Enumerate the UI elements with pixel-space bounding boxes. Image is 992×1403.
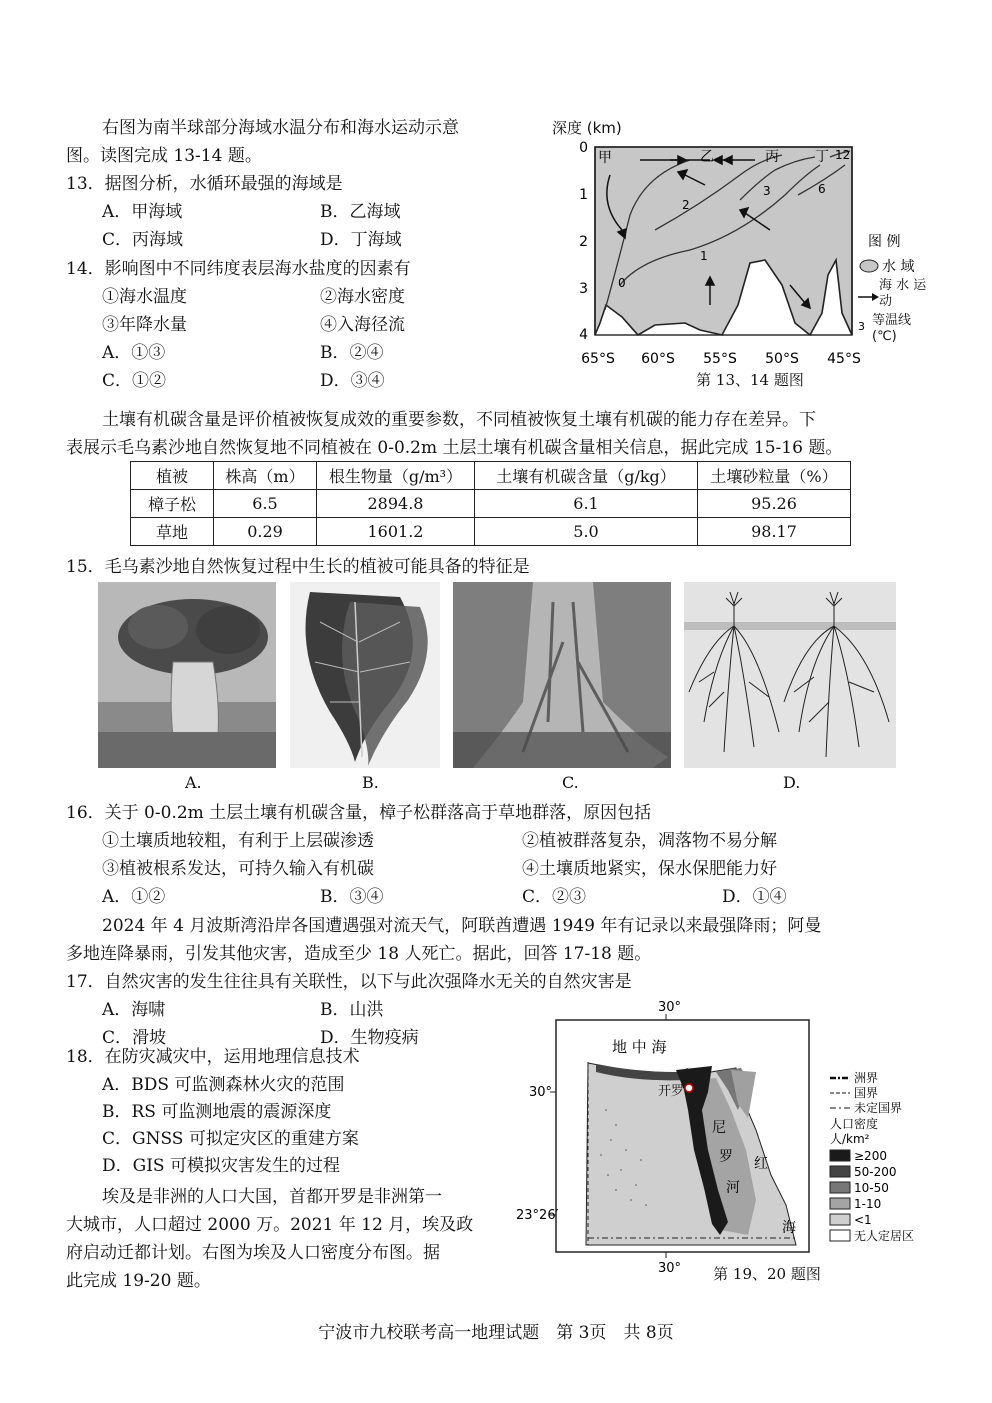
table-cell: 2894.8 bbox=[317, 490, 475, 518]
table-header: 植被 bbox=[131, 462, 214, 490]
fig1-ylabel: 深度 (km) bbox=[552, 119, 622, 137]
intro-15-16-line1: 土壤有机碳含量是评价植被恢复成效的重要参数，不同植被恢复土壤有机碳的能力存在差异。下 bbox=[102, 410, 816, 430]
q18-option-c: C．GNSS 可拟定灾区的重建方案 bbox=[102, 1129, 359, 1149]
q14-option-a: A．①③ bbox=[102, 343, 166, 363]
table-cell: 0.29 bbox=[214, 518, 317, 546]
q16-item-4: ④土壤质地紧实，保水保肥能力好 bbox=[522, 859, 777, 879]
photo-label-b: B. bbox=[362, 773, 379, 792]
buttress-root-tree-photo bbox=[453, 582, 671, 768]
table-header: 土壤砂粒量（%） bbox=[698, 462, 851, 490]
baobab-tree-photo bbox=[98, 582, 276, 768]
table-cell: 草地 bbox=[131, 518, 214, 546]
legend-density-class: 无人定居区 bbox=[854, 1229, 915, 1243]
fig1-caption: 第 13、14 题图 bbox=[696, 371, 804, 389]
legend-water-label: 水 域 bbox=[882, 259, 915, 275]
legend-density-swatch bbox=[830, 1166, 850, 1177]
intro-19-20-line3: 府启动迁都计划。右图为埃及人口密度分布图。据 bbox=[66, 1243, 440, 1263]
region-label-bing: 丙 bbox=[765, 149, 779, 165]
table-header-row bbox=[131, 462, 851, 490]
isotherm-label-3: 3 bbox=[763, 184, 771, 198]
legend-density-class: <1 bbox=[854, 1213, 872, 1227]
nile-label-luo: 罗 bbox=[719, 1149, 733, 1165]
intro-13-14-line2: 图。读图完成 13-14 题。 bbox=[66, 146, 262, 166]
mediterranean-label: 地 中 海 bbox=[612, 1038, 667, 1056]
legend-title: 图 例 bbox=[868, 234, 901, 250]
photo-label-a: A. bbox=[185, 773, 202, 792]
y-tick: 2 bbox=[579, 234, 588, 250]
top-longitude-label: 30° bbox=[658, 1000, 682, 1015]
q16-item-1: ①土壤质地较粗，有利于上层碳渗透 bbox=[102, 831, 374, 851]
table-row bbox=[131, 490, 851, 518]
legend-density-swatch bbox=[830, 1150, 850, 1161]
bottom-longitude-label: 30° bbox=[658, 1261, 682, 1276]
q13-stem: 13．据图分析，水循环最强的海域是 bbox=[66, 174, 343, 194]
legend-country-label: 国界 bbox=[854, 1086, 879, 1100]
nile-label-he: 河 bbox=[726, 1180, 740, 1196]
intro-13-14-line1: 右图为南半球部分海域水温分布和海水运动示意 bbox=[102, 118, 459, 138]
cairo-label: 开罗 bbox=[658, 1084, 685, 1099]
legend-motion-label: 海 水 运 动 bbox=[879, 278, 927, 309]
legend-density-class: 10-50 bbox=[854, 1181, 889, 1195]
photo-label-d: D. bbox=[783, 773, 801, 792]
region-label-jia: 甲 bbox=[598, 150, 612, 166]
root-system-drawing bbox=[684, 582, 896, 768]
q17-option-d: D．生物疫病 bbox=[320, 1028, 419, 1048]
q16-option-c: C．②③ bbox=[522, 887, 587, 907]
legend-isotherm-label: 等温线 (℃) bbox=[872, 313, 912, 344]
q14-item-2: ②海水密度 bbox=[320, 287, 405, 307]
y-tick: 1 bbox=[579, 187, 588, 203]
table-cell: 樟子松 bbox=[131, 490, 214, 518]
q17-option-c: C．滑坡 bbox=[102, 1028, 167, 1048]
intro-19-20-line2: 大城市，人口超过 2000 万。2021 年 12 月，埃及政 bbox=[66, 1215, 474, 1235]
q17-option-b: B．山洪 bbox=[320, 1000, 384, 1020]
q14-stem: 14．影响图中不同纬度表层海水盐度的因素有 bbox=[66, 259, 411, 279]
q18-option-d: D．GIS 可模拟灾害发生的过程 bbox=[102, 1156, 340, 1176]
ocean-temperature-figure bbox=[560, 135, 930, 370]
q13-option-b: B．乙海域 bbox=[320, 202, 401, 222]
page-footer: 宁波市九校联考高一地理试题 第 3页 共 8页 bbox=[318, 1323, 674, 1343]
table-cell: 98.17 bbox=[698, 518, 851, 546]
table-row bbox=[131, 518, 851, 546]
legend-isotherm-sample: 3 bbox=[858, 320, 865, 333]
q13-option-d: D．丁海域 bbox=[320, 230, 402, 250]
x-tick: 50°S bbox=[765, 351, 799, 367]
table-cell: 6.1 bbox=[475, 490, 698, 518]
q16-option-a: A．①② bbox=[102, 887, 166, 907]
region-label-yi: 乙 bbox=[700, 149, 714, 165]
q18-option-a: A．BDS 可监测森林火灾的范围 bbox=[102, 1075, 345, 1095]
table-cell: 5.0 bbox=[475, 518, 698, 546]
isotherm-label-2: 2 bbox=[682, 198, 690, 212]
q14-option-c: C．①② bbox=[102, 371, 167, 391]
table-header: 土壤有机碳含量（g/kg） bbox=[475, 462, 698, 490]
legend-density-title: 人口密度 bbox=[830, 1117, 879, 1131]
q16-item-2: ②植被群落复杂，凋落物不易分解 bbox=[522, 831, 777, 851]
x-tick: 65°S bbox=[581, 351, 615, 367]
intro-19-20-line4: 此完成 19-20 题。 bbox=[66, 1271, 211, 1291]
table-header: 株高（m） bbox=[214, 462, 317, 490]
legend-density-swatch bbox=[830, 1214, 850, 1225]
isotherm-label-1: 1 bbox=[700, 249, 708, 263]
nile-label-ni: 尼 bbox=[712, 1120, 726, 1136]
legend-arrow-head-icon bbox=[872, 293, 879, 301]
red-sea-label-hai: 海 bbox=[782, 1220, 796, 1236]
intro-15-16-line2: 表展示毛乌素沙地自然恢复地不同植被在 0-0.2m 土层土壤有机碳含量相关信息，据此完成 15-16 题。 bbox=[66, 438, 843, 458]
water-area bbox=[595, 147, 852, 335]
isotherm-label-12: 12 bbox=[835, 148, 851, 162]
legend-density-swatch bbox=[830, 1230, 850, 1241]
x-tick: 55°S bbox=[703, 351, 737, 367]
intro-17-18-line2: 多地连降暴雨，引发其他灾害，造成至少 18 人死亡。据此，回答 17-18 题。 bbox=[66, 944, 652, 964]
y-tick: 4 bbox=[579, 327, 588, 343]
red-sea-label-hong: 红 bbox=[754, 1156, 768, 1172]
q14-item-1: ①海水温度 bbox=[102, 287, 187, 307]
table-header: 根生物量（g/m³） bbox=[317, 462, 475, 490]
intro-17-18-line1: 2024 年 4 月波斯湾沿岸各国遭遇强对流天气，阿联酋遭遇 1949 年有记录以来最强降雨；阿曼 bbox=[102, 916, 822, 936]
table-cell: 6.5 bbox=[214, 490, 317, 518]
q16-stem: 16．关于 0-0.2m 土层土壤有机碳含量，樟子松群落高于草地群落，原因包括 bbox=[66, 803, 652, 823]
q14-item-3: ③年降水量 bbox=[102, 315, 187, 335]
leaves-photo bbox=[290, 582, 440, 768]
legend-density-class: 50-200 bbox=[854, 1165, 897, 1179]
y-tick: 3 bbox=[579, 281, 588, 297]
q16-option-b: B．③④ bbox=[320, 887, 384, 907]
isotherm-label-6: 6 bbox=[818, 182, 826, 196]
map-caption: 第 19、20 题图 bbox=[713, 1265, 821, 1283]
map-legend bbox=[830, 1071, 914, 1243]
q14-option-d: D．③④ bbox=[320, 371, 385, 391]
q13-option-a: A．甲海域 bbox=[102, 202, 183, 222]
table-cell: 95.26 bbox=[698, 490, 851, 518]
legend-density-unit: 人/km² bbox=[830, 1132, 870, 1146]
q16-option-d: D．①④ bbox=[722, 887, 787, 907]
x-tick: 45°S bbox=[827, 351, 861, 367]
y-tick: 0 bbox=[579, 140, 588, 156]
q18-stem: 18．在防灾减灾中，运用地理信息技术 bbox=[66, 1047, 360, 1067]
q18-option-b: B．RS 可监测地震的震源深度 bbox=[102, 1102, 332, 1122]
cairo-marker bbox=[685, 1084, 693, 1092]
legend-density-class: ≥200 bbox=[854, 1149, 887, 1163]
intro-19-20-line1: 埃及是非洲的人口大国，首都开罗是非洲第一 bbox=[102, 1187, 442, 1207]
photo-label-c: C. bbox=[562, 773, 579, 792]
x-tick: 60°S bbox=[641, 351, 675, 367]
q15-stem: 15．毛乌素沙地自然恢复过程中生长的植被可能具备的特征是 bbox=[66, 557, 530, 577]
table-cell: 1601.2 bbox=[317, 518, 475, 546]
latitude-30-label: 30° bbox=[529, 1085, 553, 1100]
legend-undetermined-label: 未定国界 bbox=[854, 1101, 903, 1115]
isotherm-label-0: 0 bbox=[618, 276, 626, 290]
latitude-2326-label: 23°26′ bbox=[516, 1208, 559, 1223]
legend-density-class: 1-10 bbox=[854, 1197, 882, 1211]
vegetation-table bbox=[130, 461, 851, 546]
legend-density-swatch bbox=[830, 1182, 850, 1193]
q14-option-b: B．②④ bbox=[320, 343, 384, 363]
egypt-population-density-map bbox=[516, 1000, 956, 1290]
legend-continent-label: 洲界 bbox=[854, 1071, 879, 1085]
q13-option-c: C．丙海域 bbox=[102, 230, 184, 250]
q14-item-4: ④入海径流 bbox=[320, 315, 405, 335]
region-label-ding: 丁 bbox=[815, 149, 829, 165]
q17-stem: 17．自然灾害的发生往往具有关联性，以下与此次强降水无关的自然灾害是 bbox=[66, 972, 632, 992]
legend-water-swatch bbox=[860, 260, 878, 272]
q17-option-a: A．海啸 bbox=[102, 1000, 166, 1020]
q16-item-3: ③植被根系发达，可持久输入有机碳 bbox=[102, 859, 374, 879]
legend-density-swatch bbox=[830, 1198, 850, 1209]
